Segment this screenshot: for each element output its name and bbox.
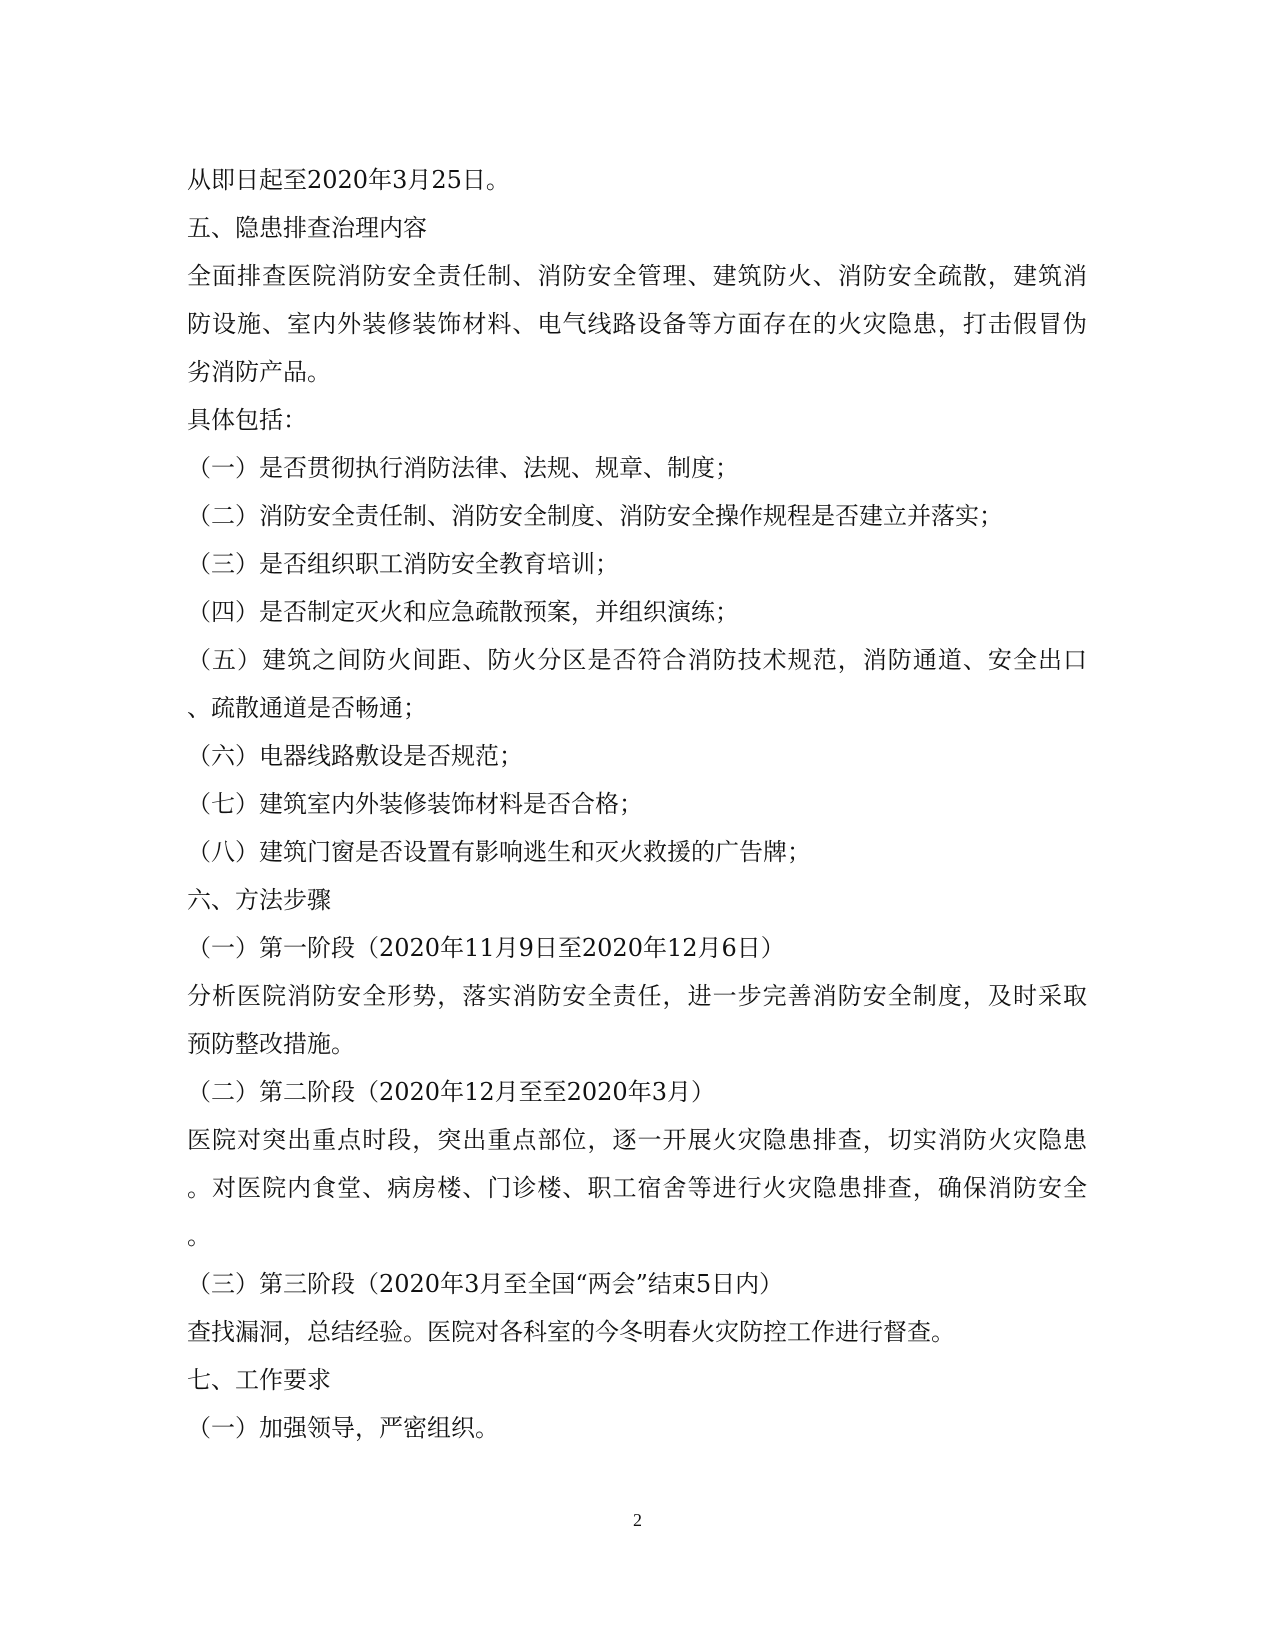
- text-line: 具体包括：: [187, 406, 307, 434]
- list-item: （四）是否制定灭火和应急疏散预案，并组织演练；: [187, 598, 739, 626]
- text-line: 劣消防产品。: [187, 358, 331, 386]
- text-line: 从即日起至2020年3月25日。: [187, 166, 510, 194]
- section-heading-7: 七、工作要求: [187, 1366, 331, 1394]
- section-heading-5: 五、隐患排查治理内容: [187, 214, 427, 242]
- text-line: 预防整改措施。: [187, 1030, 355, 1058]
- stage-heading: （二）第二阶段（2020年12月至至2020年3月）: [187, 1078, 715, 1106]
- text-line: 防设施、室内外装修装饰材料、电气线路设备等方面存在的火灾隐患，打击假冒伪: [187, 310, 1087, 338]
- list-item: （一）加强领导，严密组织。: [187, 1414, 499, 1442]
- list-item: （二）消防安全责任制、消防安全制度、消防安全操作规程是否建立并落实；: [187, 502, 1003, 530]
- list-item: （七）建筑室内外装修装饰材料是否合格；: [187, 790, 643, 818]
- text-line: 查找漏洞，总结经验。医院对各科室的今冬明春火灾防控工作进行督查。: [187, 1318, 955, 1346]
- stage-heading: （三）第三阶段（2020年3月至全国“两会”结束5日内）: [187, 1270, 784, 1298]
- text-line: 。: [187, 1222, 211, 1250]
- text-line: 。对医院内食堂、病房楼、门诊楼、职工宿舍等进行火灾隐患排查，确保消防安全: [187, 1174, 1087, 1202]
- list-item: （六）电器线路敷设是否规范；: [187, 742, 523, 770]
- list-item: （五）建筑之间防火间距、防火分区是否符合消防技术规范，消防通道、安全出口: [187, 646, 1087, 674]
- text-line: 分析医院消防安全形势，落实消防安全责任，进一步完善消防安全制度，及时采取: [187, 982, 1087, 1010]
- stage-heading: （一）第一阶段（2020年11月9日至2020年12月6日）: [187, 934, 785, 962]
- list-item: （八）建筑门窗是否设置有影响逃生和灭火救援的广告牌；: [187, 838, 811, 866]
- document-body: [187, 156, 1087, 1452]
- page-number: 2: [633, 1510, 642, 1530]
- list-item-continuation: 、疏散通道是否畅通；: [187, 694, 427, 722]
- text-line: 全面排查医院消防安全责任制、消防安全管理、建筑防火、消防安全疏散，建筑消: [187, 262, 1087, 290]
- list-item: （三）是否组织职工消防安全教育培训；: [187, 550, 619, 578]
- list-item: （一）是否贯彻执行消防法律、法规、规章、制度；: [187, 454, 739, 482]
- section-heading-6: 六、方法步骤: [187, 886, 331, 914]
- text-line: 医院对突出重点时段，突出重点部位，逐一开展火灾隐患排查，切实消防火灾隐患: [187, 1126, 1087, 1154]
